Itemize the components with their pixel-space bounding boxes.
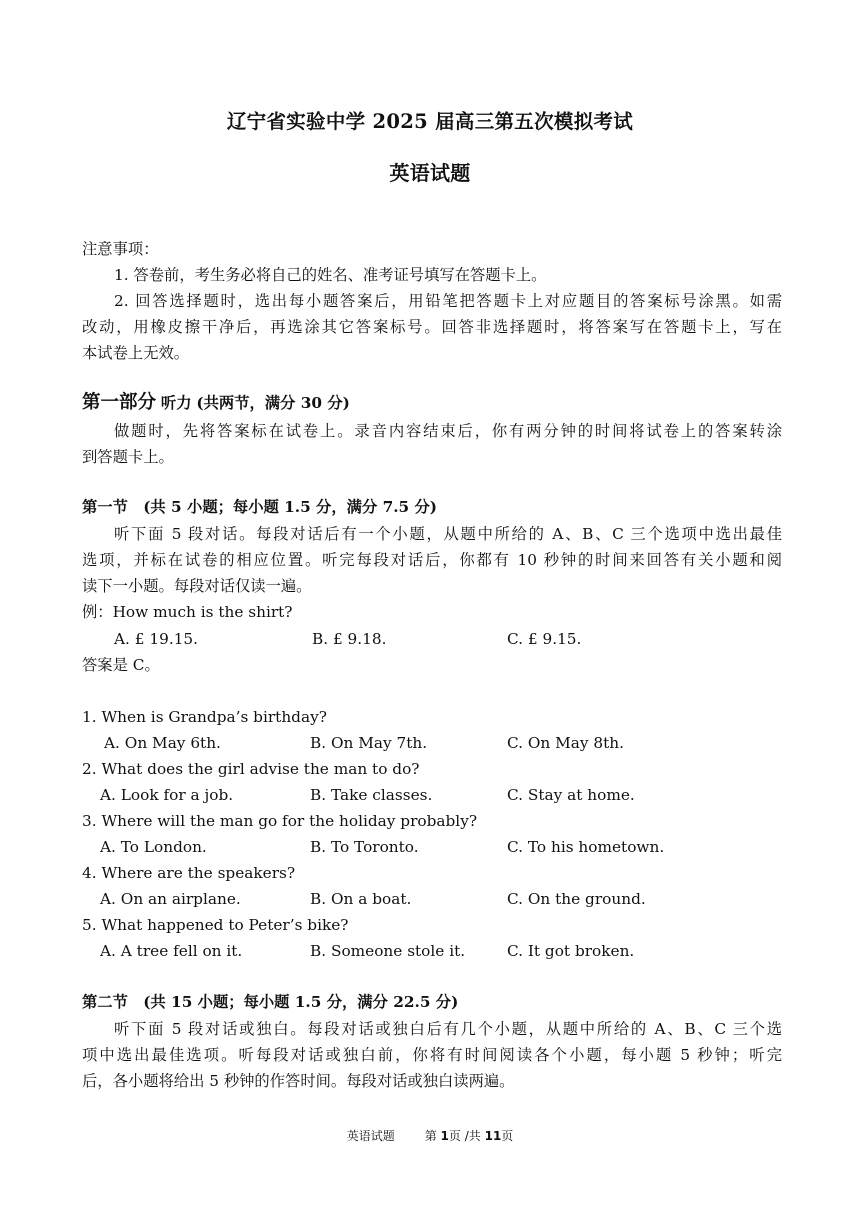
- exam-title: 辽宁省实验中学 2025 届高三第五次模拟考试: [226, 110, 634, 133]
- question-1: 1. When is Grandpa’s birthday?: [82, 708, 327, 726]
- notice-item-2-line-3: 本试卷上无效。: [82, 344, 190, 362]
- question-4: 4. Where are the speakers?: [82, 864, 296, 882]
- question-5-option-b: B. Someone stole it.: [310, 942, 466, 960]
- example-option-a: A. £ 19.15.: [114, 630, 199, 648]
- section1-heading: 第一节 (共 5 小题；每小题 1.5 分，满分 7.5 分): [82, 498, 438, 516]
- question-5-option-c: C. It got broken.: [507, 942, 635, 960]
- part1-heading: [82, 393, 782, 413]
- example-option-c: C. £ 9.15.: [507, 630, 582, 648]
- section2-instructions-line-2: 项中选出最佳选项。听每段对话或独白前，你将有时间阅读各个小题，每小题 5 秒钟；听完: [82, 1046, 782, 1064]
- question-2: 2. What does the girl advise the man to do?: [82, 760, 420, 778]
- question-4-option-a: A. On an airplane.: [100, 890, 241, 908]
- question-2-option-b: B. Take classes.: [310, 786, 433, 804]
- part1-instructions-line-2: 到答题卡上。: [82, 448, 174, 466]
- question-1-option-b: B. On May 7th.: [310, 734, 428, 752]
- question-2-option-c: C. Stay at home.: [507, 786, 635, 804]
- footer-page-total: 11: [484, 1129, 502, 1143]
- question-3-option-a: A. To London.: [100, 838, 207, 856]
- part1-label: 听力: [160, 394, 192, 412]
- section2-heading: 第二节 (共 15 小题；每小题 1.5 分，满分 22.5 分): [82, 993, 459, 1011]
- notice-item-2-line-1: 2. 回答选择题时，选出每小题答案后，用铅笔把答题卡上对应题目的答案标号涂黑。如需: [114, 292, 782, 310]
- exam-subtitle: 英语试题: [389, 161, 471, 185]
- example-option-b: B. £ 9.18.: [312, 630, 387, 648]
- section1-instructions-line-2: 选项，并标在试卷的相应位置。听完每段对话后，你都有 10 秒钟的时间来回答有关小题和阅: [82, 551, 782, 569]
- question-1-option-c: C. On May 8th.: [507, 734, 625, 752]
- question-3-option-b: B. To Toronto.: [310, 838, 419, 856]
- footer-subject: 英语试题: [346, 1129, 395, 1143]
- part1-instructions-line-1: 做题时，先将答案标在试卷上。录音内容结束后，你有两分钟的时间将试卷上的答案转涂: [114, 422, 782, 440]
- part1-score: (共两节，满分 30 分): [196, 394, 350, 412]
- page-footer: [0, 1127, 860, 1144]
- question-3: 3. Where will the man go for the holiday probably?: [82, 812, 478, 830]
- footer-page-prefix: 第: [424, 1129, 437, 1143]
- notice-item-1: 1. 答卷前，考生务必将自己的姓名、准考证号填写在答题卡上。: [114, 266, 547, 284]
- question-4-option-c: C. On the ground.: [507, 890, 646, 908]
- example-question: 例：How much is the shirt?: [82, 603, 293, 621]
- question-5-option-a: A. A tree fell on it.: [100, 942, 243, 960]
- section1-instructions-line-1: 听下面 5 段对话。每段对话后有一个小题，从题中所给的 A、B、C 三个选项中选出最佳: [114, 525, 782, 543]
- notice-heading: 注意事项：: [82, 240, 159, 258]
- question-2-option-a: A. Look for a job.: [100, 786, 234, 804]
- question-4-option-b: B. On a boat.: [310, 890, 412, 908]
- question-5: 5. What happened to Peter’s bike?: [82, 916, 349, 934]
- part1-name: 第一部分: [82, 392, 157, 413]
- section2-instructions-line-3: 后，各小题将给出 5 秒钟的作答时间。每段对话或独白读两遍。: [82, 1072, 515, 1090]
- notice-item-2-line-2: 改动，用橡皮擦干净后，再选涂其它答案标号。回答非选择题时，将答案写在答题卡上，写在: [82, 318, 782, 336]
- footer-page-number: 1: [440, 1129, 449, 1143]
- section1-instructions-line-3: 读下一小题。每段对话仅读一遍。: [82, 577, 312, 595]
- footer-page-mid: 页 /共: [448, 1129, 481, 1143]
- question-3-option-c: C. To his hometown.: [507, 838, 665, 856]
- question-1-option-a: A. On May 6th.: [104, 734, 221, 752]
- footer-page-suffix: 页: [501, 1129, 514, 1143]
- section2-instructions-line-1: 听下面 5 段对话或独白。每段对话或独白后有几个小题，从题中所给的 A、B、C 三个选: [114, 1020, 782, 1038]
- example-answer: 答案是 C。: [82, 656, 160, 674]
